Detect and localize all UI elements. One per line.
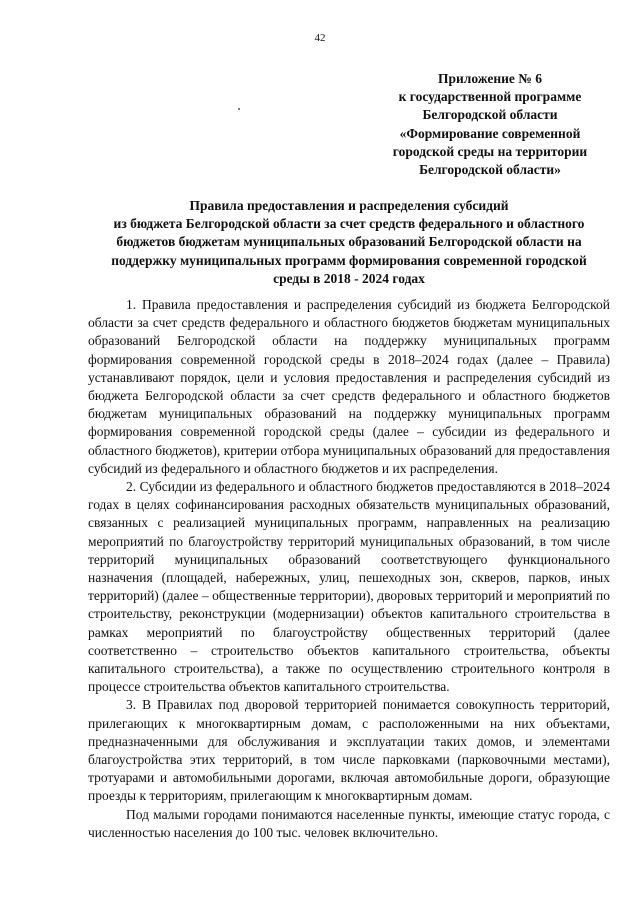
title-line: Правила предоставления и распределения субсидий [189, 198, 509, 213]
paragraph-4: Под малыми городами понимаются населенные пункты, имеющие статус города, с численностью населения до 100 тыс. человек включительно. [88, 806, 610, 840]
paragraph-2: 2. Субсидии из федерального и областного бюджетов предоставляются в 2018–2024 годах в целях софинансирования расходных обязательств муниципальных образований, связанных с реализацией муниципальных программ, направленных на реализацию мероприятий по благоустройству территорий муниципальных образований, в том числе территорий муниципальных образований соответствующего функционального назначения (площадей, набережных, улиц, пешеходных зон, скверов, парков, иных территорий) (далее – общественные территории), дворовых территорий и мероприятий по строительству, реконструкции (модернизации) объектов капитального строительства в рамках мероприятий по благоустройству общественных территорий (далее соответственно – строительство объектов капитального строительства, объекты капитального строительства), а также по осуществлению строительного контроля в процессе строительства объектов капитального строительства. [88, 479, 610, 695]
document-title [88, 197, 610, 288]
appendix-line: Белгородской области» [419, 162, 561, 178]
appendix-line: городской среды на территории [392, 143, 588, 159]
scan-speck [238, 108, 240, 110]
paragraph-3: 3. В Правилах под дворовой территорией понимается совокупность территорий, прилегающих к многоквартирным домам, с расположенными на них объектами, предназначенными для обслуживания и эксплуатации таких домов, и элементами благоустройства этих территорий, в том числе парковками (парковочными местами), тротуарами и автомобильными дорогами, включая автомобильные дороги, образующие проезды к территориям, прилегающим к многоквартирным домам. [88, 697, 610, 804]
appendix-header [372, 70, 608, 179]
paragraph-1: 1. Правила предоставления и распределения субсидий из бюджета Белгородской области за счет средств федерального и областного бюджетов бюджетам муниципальных образований Белгородской области на поддержку муниципальных программ формирования современной городской среды в 2018–2024 годах (далее – Правила) устанавливают порядок, цели и условия предоставления и распределения субсидий из бюджета Белгородской области за счет средств федерального и областного бюджетов бюджетам муниципальных образований на поддержку муниципальных программ формирования современной городской среды (далее – субсидии из федерального и областного бюджетов), критерии отбора муниципальных образований для предоставления субсидий из федерального и областного бюджетов и их распределения. [88, 297, 610, 476]
appendix-line: Белгородской области [422, 107, 558, 123]
appendix-line: «Формирование современной [399, 125, 581, 141]
title-line: бюджетов бюджетам муниципальных образований Белгородской области на [116, 234, 582, 250]
document-body [88, 296, 610, 842]
appendix-line: к государственной программе [398, 89, 582, 105]
title-line: поддержку муниципальных программ формирования современной городской [111, 252, 587, 268]
appendix-line: Приложение № 6 [438, 71, 542, 86]
page-number: 42 [314, 32, 326, 44]
title-line: среды в 2018 - 2024 годах [273, 270, 425, 286]
title-line: из бюджета Белгородской области за счет средств федерального и областного [113, 216, 585, 232]
